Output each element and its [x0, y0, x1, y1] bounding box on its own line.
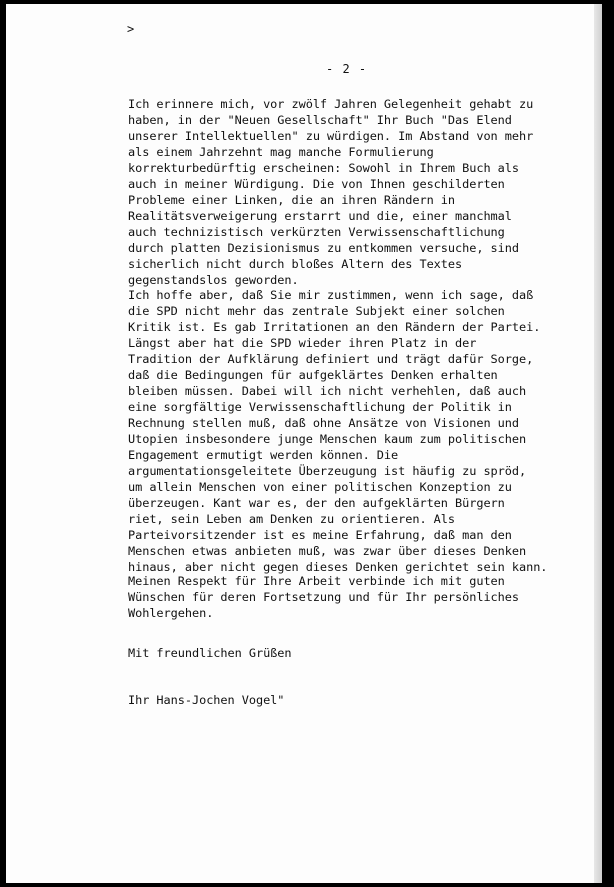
text-line: Ich erinnere mich, vor zwölf Jahren Gelegenheit gehabt zu [128, 97, 534, 111]
text-line: haben, in der "Neuen Gesellschaft" Ihr Buch "Das Elend [128, 113, 512, 127]
text-line: Utopien insbesondere junge Menschen kaum zum politischen [128, 432, 527, 446]
text-line: Rechnung stellen muß, daß ohne Ansätze von Visionen und [128, 416, 519, 430]
text-line: hinaus, aber nicht gegen dieses Denken gerichtet sein kann. [128, 560, 548, 574]
text-line: auch in meiner Würdigung. Die von Ihnen geschilderten [128, 177, 505, 191]
text-line: Menschen etwas anbieten muß, was zwar über dieses Denken [128, 544, 527, 558]
text-line: Kritik ist. Es gab Irritationen an den Rändern der Partei. [128, 320, 541, 334]
text-line: um allein Menschen von einer politischen Konzeption zu [128, 480, 512, 494]
text-line: Meinen Respekt für Ihre Arbeit verbinde ich mit guten [128, 574, 505, 588]
text-line: als einem Jahrzehnt mag manche Formulierung [128, 145, 434, 159]
text-line: Wohlergehen. [128, 606, 214, 620]
text-line: korrekturbedürftig erscheinen: Sowohl in Ihrem Buch als [128, 161, 519, 175]
text-line: die SPD nicht mehr das zentrale Subjekt einer solchen [128, 304, 505, 318]
text-line: durch platten Dezisionismus zu entkommen versuche, sind [128, 241, 519, 255]
text-line: bleiben müssen. Dabei will ich nicht verhehlen, daß auch [128, 384, 527, 398]
signature-line: Ihr Hans-Jochen Vogel" [128, 693, 285, 707]
text-line: unserer Intellektuellen" zu würdigen. Im Abstand von mehr [128, 129, 534, 143]
text-line: eine sorgfältige Verwissenschaftlichung der Politik in [128, 400, 512, 414]
text-line: riet, sein Leben am Denken zu orientieren. Als [128, 512, 456, 526]
text-line: gegenstandslos geworden. [128, 273, 299, 287]
document-page [6, 4, 602, 883]
text-line: Wünschen für deren Fortsetzung und für Ihr persönliches [128, 590, 519, 604]
text-line: daß die Bedingungen für aufgeklärtes Denken erhalten [128, 368, 498, 382]
closing-line: Mit freundlichen Grüßen [128, 646, 292, 660]
text-line: Probleme einer Linken, die an ihren Rändern in [128, 193, 456, 207]
text-line: Parteivorsitzender ist es meine Erfahrung, daß man den [128, 528, 512, 542]
text-line: auch technizistisch verkürzten Verwissenschaftlichung [128, 225, 505, 239]
text-line: Tradition der Aufklärung definiert und trägt dafür Sorge, [128, 352, 534, 366]
text-line: Engagement ermutigt werden können. Die [128, 448, 399, 462]
corner-mark: > [127, 22, 135, 36]
text-line: Ich hoffe aber, daß Sie mir zustimmen, wenn ich sage, daß [128, 288, 534, 302]
text-line: Realitätsverweigerung erstarrt und die, einer manchmal [128, 209, 512, 223]
page-number: - 2 - [326, 62, 368, 76]
text-line: sicherlich nicht durch bloßes Altern des Textes [128, 257, 463, 271]
text-line: argumentationsgeleitete Überzeugung ist häufig zu spröd, [128, 464, 527, 478]
text-line: überzeugen. Kant war es, der den aufgeklärten Bürgern [128, 496, 505, 510]
scan-edge-shadow [594, 4, 602, 883]
text-line: Längst aber hat die SPD wieder ihren Platz in der [128, 336, 477, 350]
